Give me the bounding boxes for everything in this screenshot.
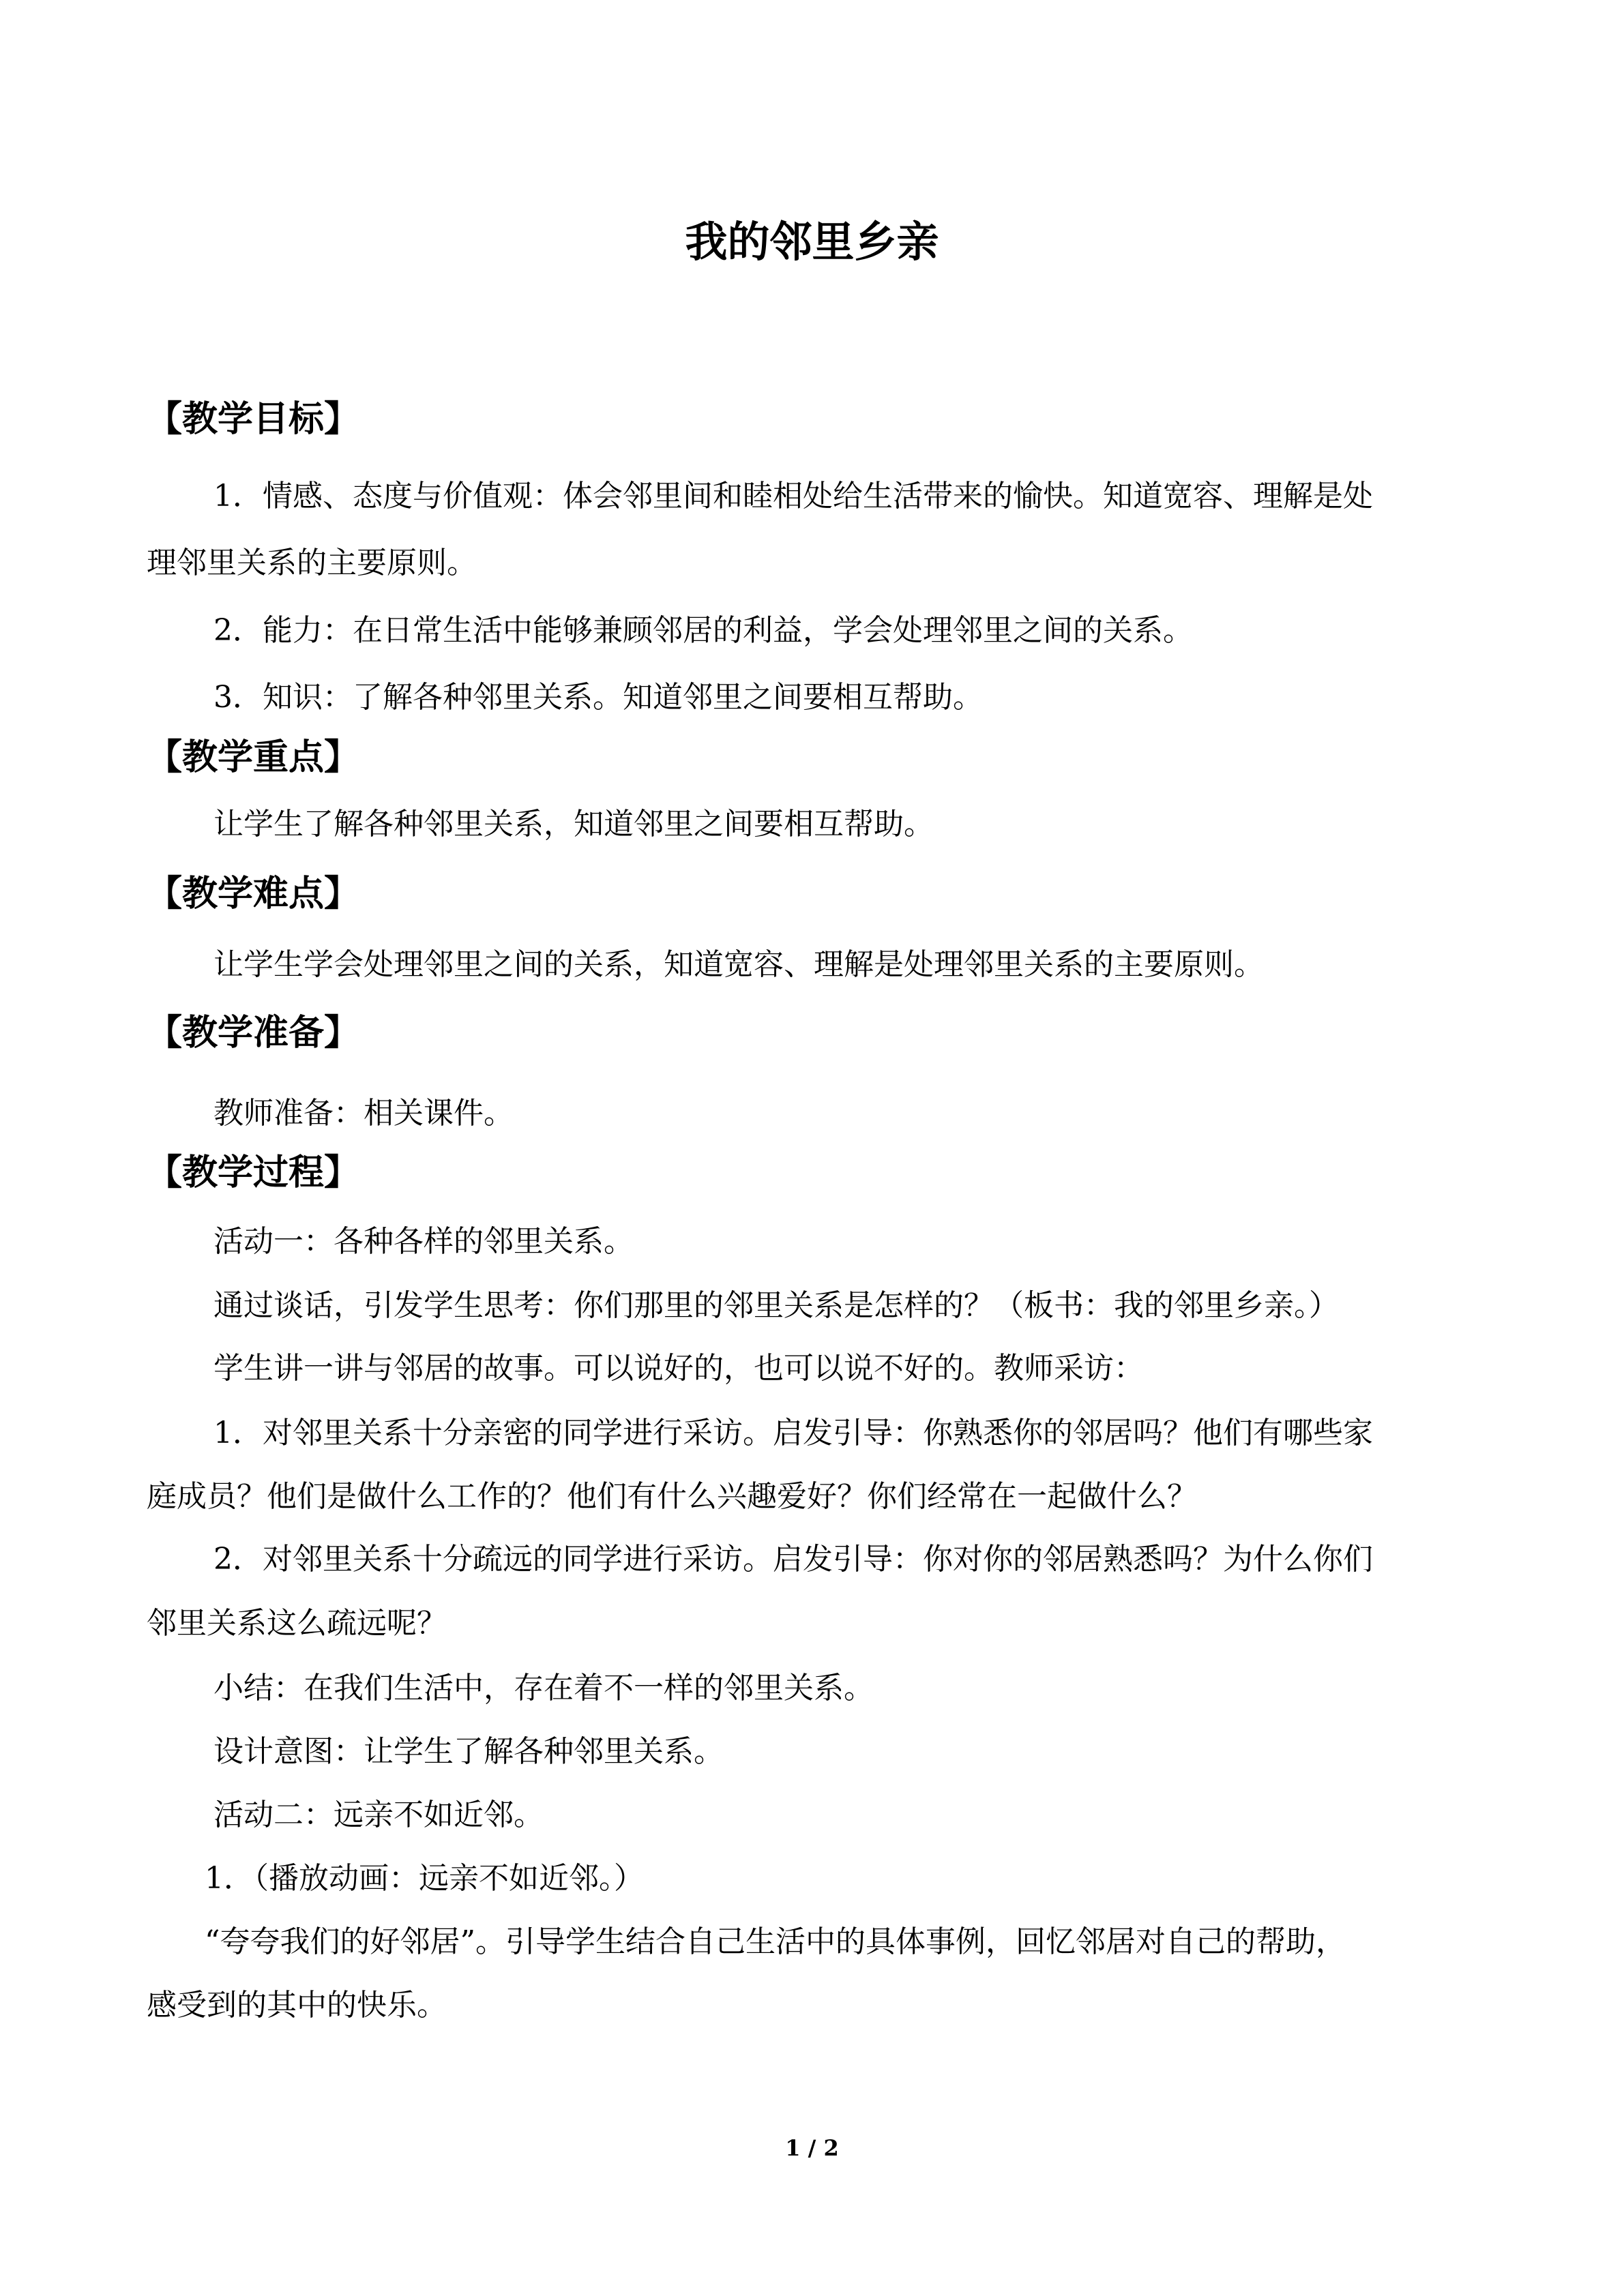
- process-line: 庭成员？他们是做什么工作的？他们有什么兴趣爱好？你们经常在一起做什么？: [147, 1479, 1197, 1514]
- process-line: 邻里关系这么疏远呢？: [147, 1606, 447, 1641]
- heading-objectives: 【教学目标】: [147, 399, 360, 440]
- process-line: 学生讲一讲与邻居的故事。可以说好的，也可以说不好的。教师采访：: [213, 1351, 1144, 1386]
- process-line: 感受到的其中的快乐。: [147, 1988, 447, 2023]
- heading-preparation: 【教学准备】: [147, 1013, 360, 1054]
- process-line: 通过谈话，引发学生思考：你们那里的邻里关系是怎样的？（板书：我的邻里乡亲。）: [213, 1288, 1339, 1323]
- preparation-line: 教师准备：相关课件。: [213, 1096, 514, 1131]
- process-line: 小结：在我们生活中，存在着不一样的邻里关系。: [213, 1671, 874, 1705]
- process-line: 设计意图：让学生了解各种邻里关系。: [213, 1734, 724, 1769]
- heading-process: 【教学过程】: [147, 1152, 360, 1193]
- objectives-line: 理邻里关系的主要原则。: [147, 546, 477, 580]
- process-line: “夸夸我们的好邻居”。引导学生结合自己生活中的具体事例，回忆邻居对自己的帮助，: [205, 1924, 1346, 1959]
- objectives-line: 1．情感、态度与价值观：体会邻里间和睦相处给生活带来的愉快。知道宽容、理解是处: [213, 479, 1373, 513]
- process-line: 1．对邻里关系十分亲密的同学进行采访。启发引导：你熟悉你的邻居吗？他们有哪些家: [213, 1416, 1373, 1450]
- objectives-line: 3．知识：了解各种邻里关系。知道邻里之间要相互帮助。: [213, 680, 983, 715]
- document-title: 我的邻里乡亲: [685, 217, 939, 267]
- key-points-line: 让学生了解各种邻里关系，知道邻里之间要相互帮助。: [213, 807, 934, 841]
- page-number: 1 / 2: [785, 2135, 839, 2161]
- process-line: 活动二：远亲不如近邻。: [213, 1798, 544, 1832]
- process-line: 1．（播放动画：远亲不如近邻。）: [205, 1861, 644, 1896]
- difficulties-line: 让学生学会处理邻里之间的关系，知道宽容、理解是处理邻里关系的主要原则。: [213, 947, 1264, 982]
- process-line: 活动一：各种各样的邻里关系。: [213, 1224, 634, 1259]
- heading-difficulties: 【教学难点】: [147, 874, 360, 914]
- objectives-line: 2．能力：在日常生活中能够兼顾邻居的利益，学会处理邻里之间的关系。: [213, 613, 1193, 648]
- heading-key-points: 【教学重点】: [147, 737, 360, 778]
- process-line: 2．对邻里关系十分疏远的同学进行采访。启发引导：你对你的邻居熟悉吗？为什么你们: [213, 1542, 1373, 1577]
